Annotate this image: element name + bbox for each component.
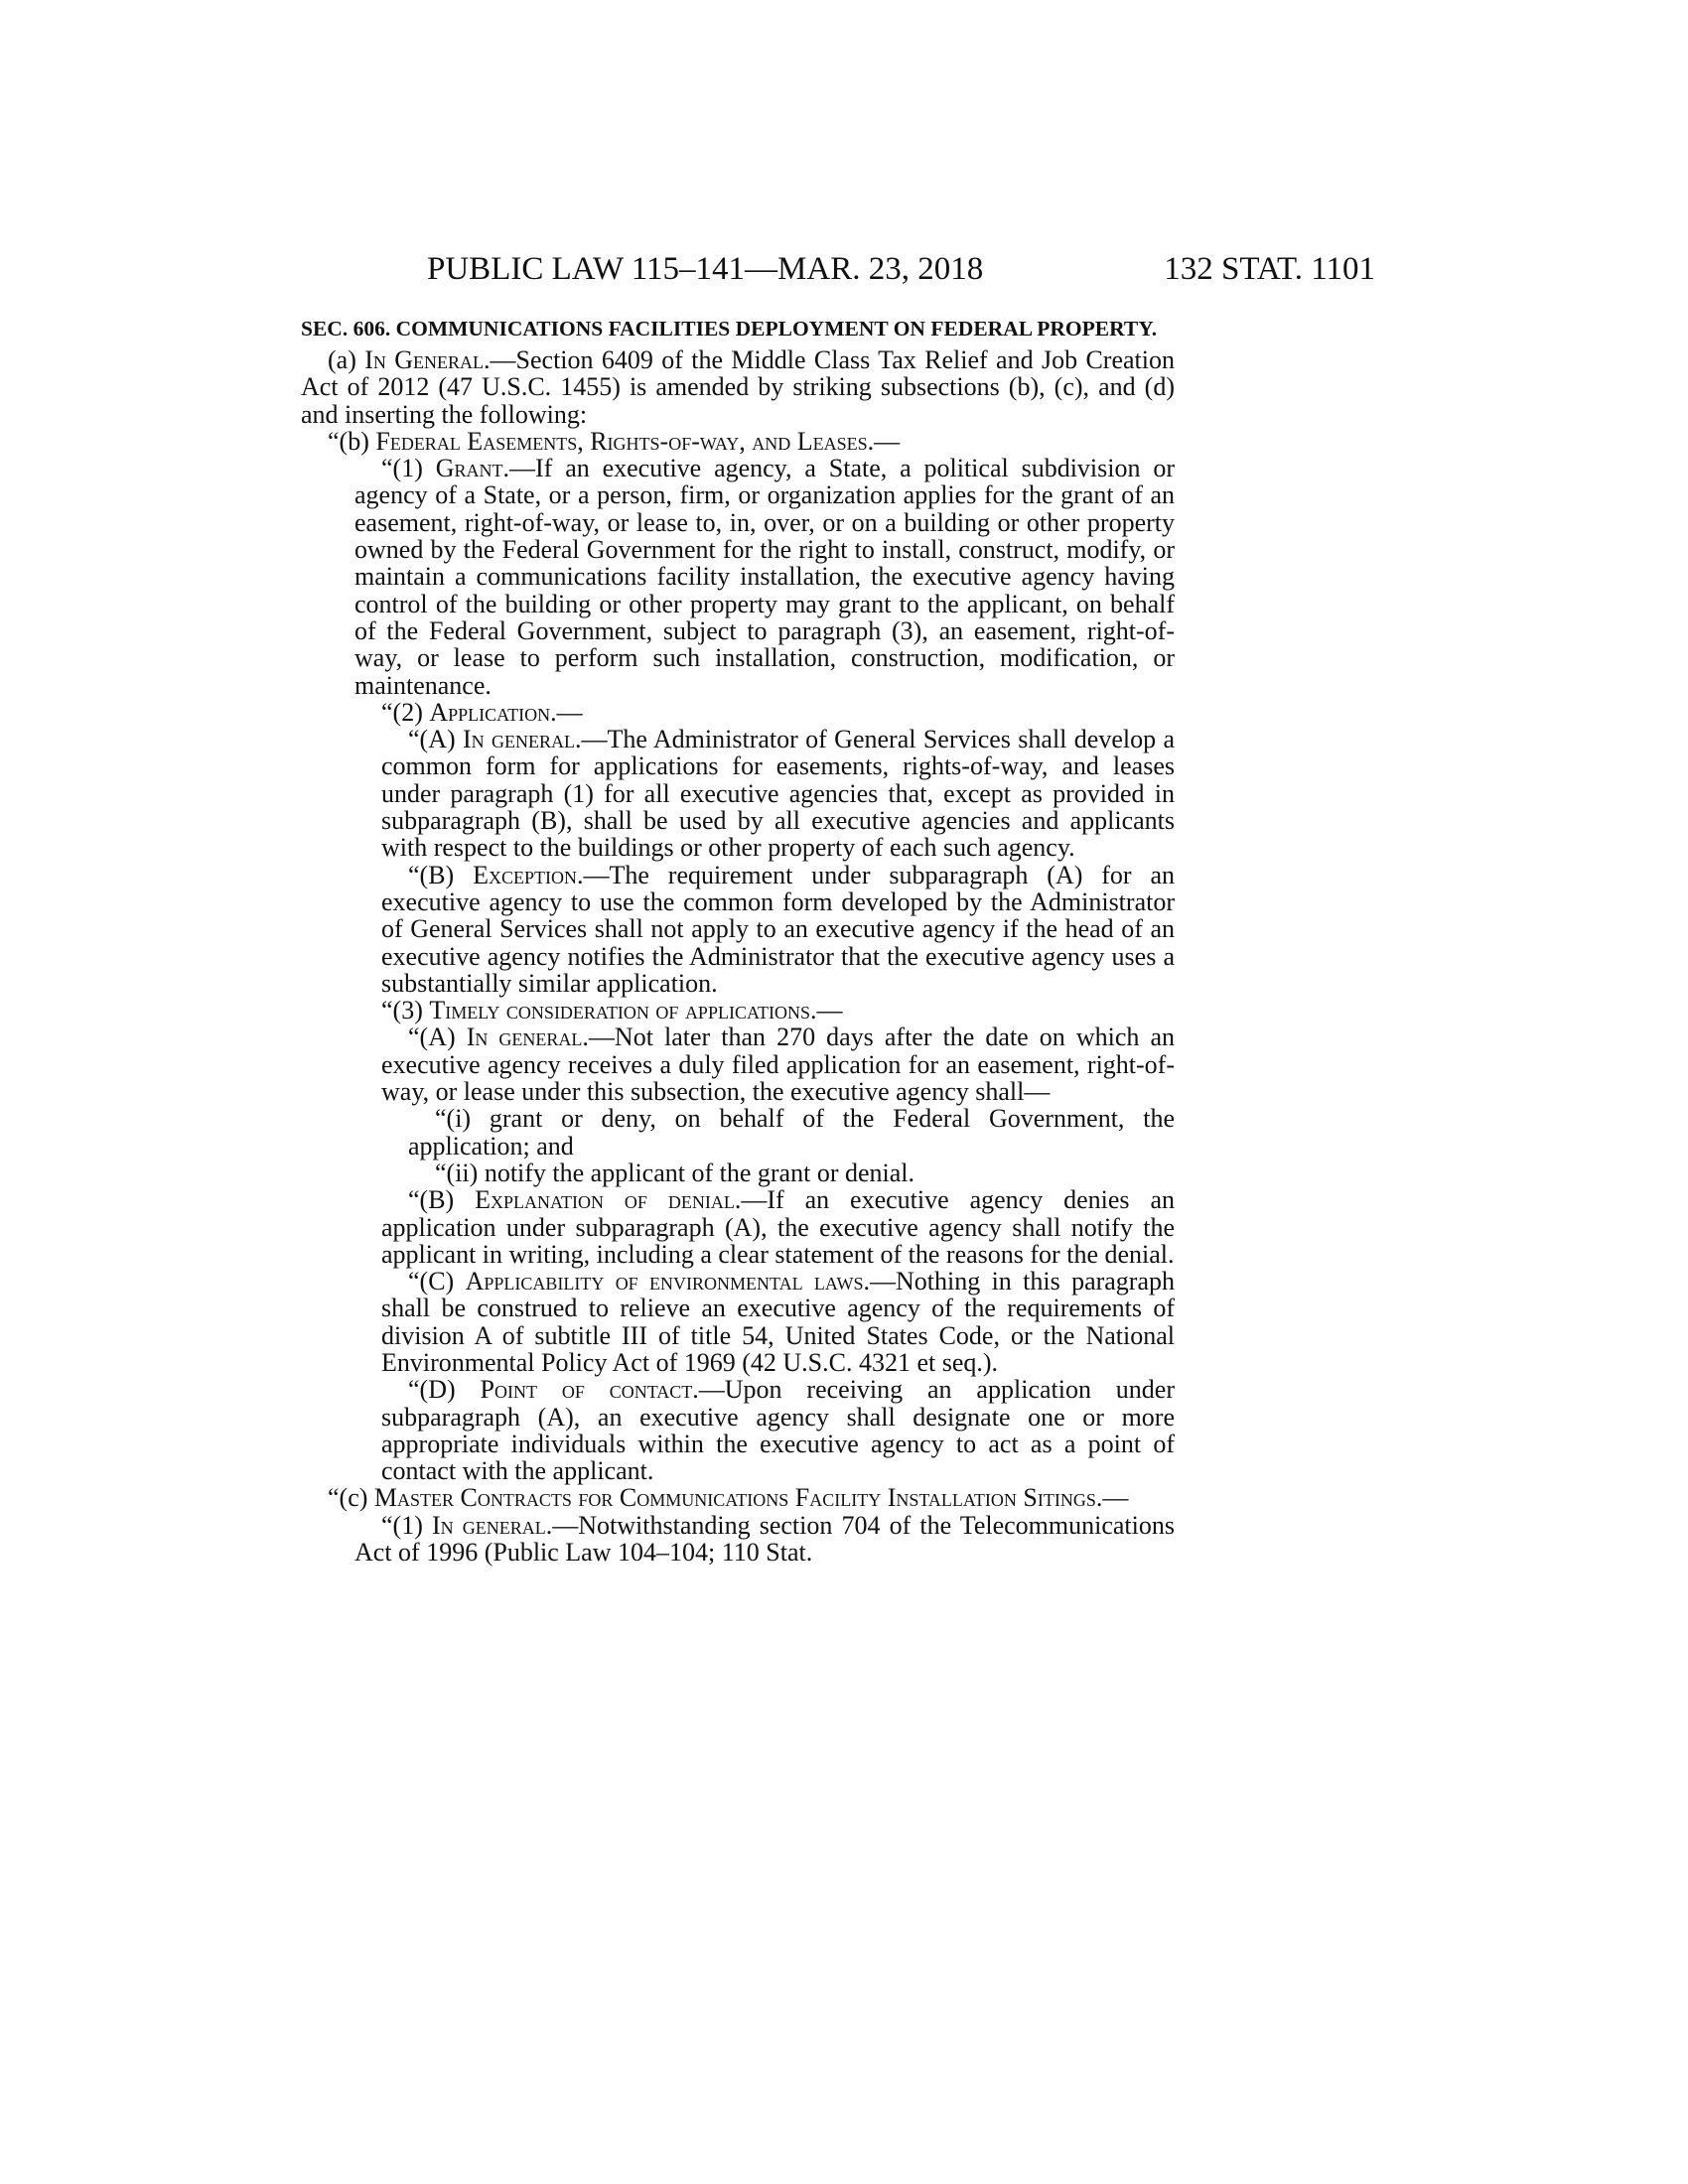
paragraph-lead: “(c) (328, 1483, 374, 1513)
paragraph-caption: In General. (364, 345, 491, 374)
paragraph-lead: “(b) (328, 426, 376, 456)
subparagraph-b3b (301, 1186, 1175, 1268)
paragraph-text: —The requirement under subparagraph (A) for an executive agency to use the common form developed by the Administrator of General Services shall not apply to an executive agency if the head of an executive agency notifies the Administrator that the executive agency uses a substantially similar application. (381, 860, 1176, 998)
paragraph-lead: “(A) (408, 1023, 467, 1052)
paragraph-lead: “(D) (408, 1375, 481, 1405)
paragraph-text: —Section 6409 of the Middle Class Tax Relief and Job Creation Act of 2012 (47 U.S.C. 1455) is amended by striking subsections (b), (c), and (d) and inserting the following: (301, 345, 1175, 429)
paragraph-text: —Nothing in this paragraph shall be construed to relieve an executive agency of the requirements of division A of subtitle III of title 54, United States Code, or the National Environmental Policy Act of 1969 (42 U.S.C. 4321 et seq.). (381, 1267, 1176, 1377)
paragraph-c1 (301, 1512, 1175, 1567)
paragraph-b1 (301, 455, 1175, 699)
paragraph-caption: Application. (429, 697, 557, 727)
paragraph-caption: Master Contracts for Communications Facility Installation Sitings. (373, 1483, 1103, 1513)
section-heading: SEC. 606. COMMUNICATIONS FACILITIES DEPLOYMENT ON FEDERAL PROPERTY. (301, 317, 1158, 341)
paragraph-lead: “(3) (381, 996, 430, 1025)
paragraph-caption: Explanation of denial. (475, 1185, 742, 1215)
paragraph-lead: “(1) (381, 454, 436, 483)
paragraph-caption: In general. (431, 1510, 553, 1540)
subparagraph-b3d (301, 1376, 1175, 1484)
paragraph-caption: In general. (463, 725, 582, 754)
paragraph-text: — (874, 426, 901, 456)
paragraph-lead: (a) (328, 345, 365, 374)
paragraph-caption: Timely consideration of applications. (429, 996, 817, 1025)
paragraph-b3 (301, 997, 1175, 1024)
paragraph-text: — (1102, 1483, 1129, 1513)
paragraph-text: —If an executive agency, a State, a political subdivision or agency of a State, or a person, firm, or organization applies for the grant of an easement, right-of-way, or lease to, in, over, or on a building or other property owned by the Federal Government for the right to install, construct, modify, or maintain a communications facility installation, the executive agency having control of the building or other property may grant to the applicant, on behalf of the Federal Government, subject to paragraph (3), an easement, right-of-way, or lease to perform such installation, construction, modification, or maintenance. (354, 454, 1176, 700)
document-body (301, 316, 1175, 1566)
clause-i (301, 1105, 1175, 1160)
paragraph-caption: Exception. (473, 860, 584, 889)
subparagraph-b3c (301, 1268, 1175, 1376)
statute-citation: 132 STAT. 1101 (1164, 251, 1375, 287)
subparagraph-b2b (301, 862, 1175, 997)
paragraph-text: — (556, 697, 583, 727)
subsection-b (301, 428, 1175, 455)
paragraph-lead: “(C) (408, 1267, 466, 1297)
paragraph-caption: In general. (466, 1023, 589, 1052)
paragraph-a (301, 346, 1175, 428)
paragraph-lead: “(1) (381, 1510, 432, 1540)
paragraph-text: —Not later than 270 days after the date on which an executive agency receives a duly filed application for an easement, right-of-way, or lease under this subsection, the executive agency shall— (381, 1023, 1175, 1107)
paragraph-text: notify the applicant of the grant or denial. (484, 1158, 915, 1187)
paragraph-text: — (816, 996, 843, 1025)
paragraph-text: —If an executive agency denies an application under subparagraph (A), the executive agency shall notify the applicant in writing, including a clear statement of the reasons for the denial. (381, 1185, 1175, 1269)
paragraph-lead: “(B) (408, 1185, 476, 1215)
paragraph-b2 (301, 699, 1175, 726)
paragraph-caption: Point of contact. (480, 1375, 699, 1405)
clause-ii (301, 1160, 1175, 1186)
paragraph-text: —Notwithstanding section 704 of the Telecommunications Act of 1996 (Public Law 104–104; 110 Stat. (354, 1510, 1175, 1568)
subparagraph-b3a (301, 1024, 1175, 1105)
paragraph-caption: Applicability of environmental laws. (465, 1267, 870, 1297)
paragraph-text: —The Administrator of General Services shall develop a common form for applications for easements, rights-of-way, and leases under paragraph (1) for all executive agencies that, except as provided in subparagraph (B), shall be used by all executive agencies and applicants with respect to the buildings or other property of each such agency. (381, 725, 1175, 863)
subsection-c (301, 1484, 1175, 1511)
paragraph-lead: “(i) (435, 1104, 490, 1134)
paragraph-lead: “(ii) (435, 1158, 485, 1187)
paragraph-text: grant or deny, on behalf of the Federal Government, the application; and (408, 1104, 1175, 1160)
paragraph-lead: “(2) (381, 697, 430, 727)
page-header (427, 244, 1375, 294)
paragraph-lead: “(B) (408, 860, 474, 889)
running-head: PUBLIC LAW 115–141—MAR. 23, 2018 (427, 251, 984, 287)
subparagraph-b2a (301, 726, 1175, 861)
paragraph-caption: Federal Easements, Rights-of-way, and Leases. (375, 426, 875, 456)
paragraph-text: —Upon receiving an application under subparagraph (A), an executive agency shall designate one or more appropriate individuals within the executive agency to act as a point of contact with the applicant. (381, 1375, 1176, 1486)
paragraph-caption: Grant. (435, 454, 510, 483)
paragraph-lead: “(A) (408, 725, 464, 754)
